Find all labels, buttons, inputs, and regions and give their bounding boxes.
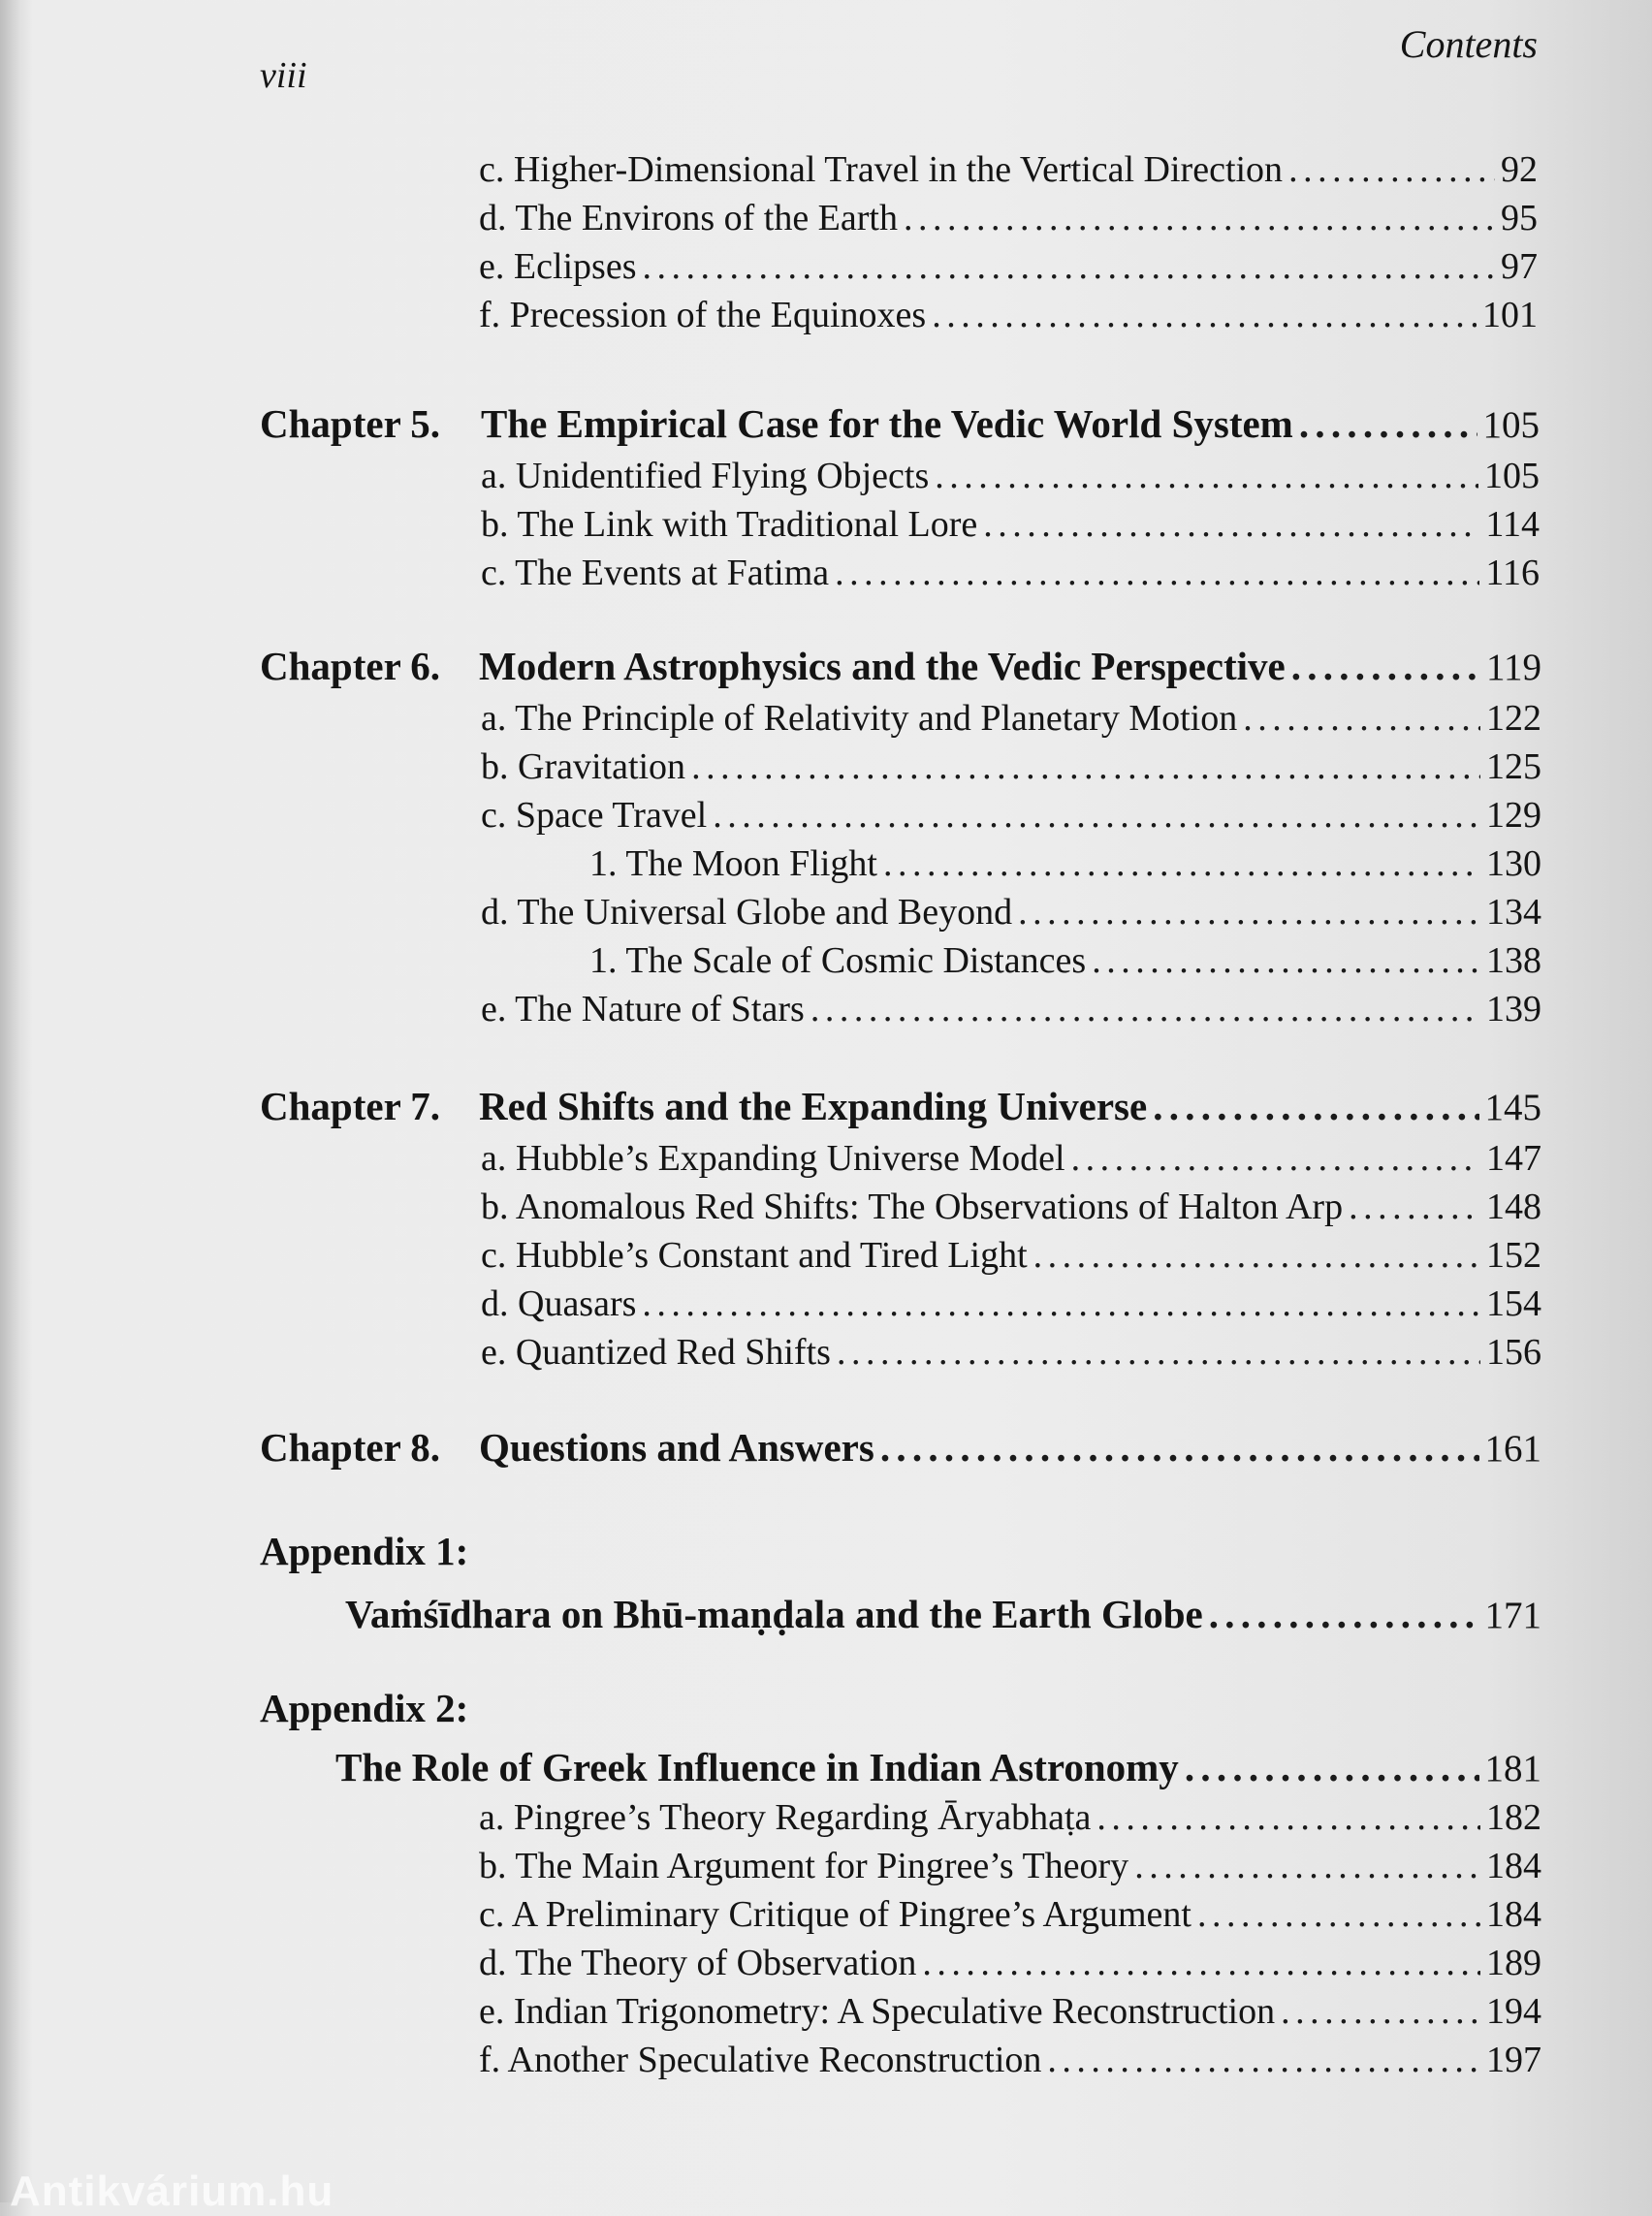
toc-entry-page: 134	[1486, 892, 1541, 933]
toc-entry-label: a. The Principle of Relativity and Planetary Motion	[481, 698, 1238, 739]
chapter-heading	[260, 1084, 1541, 1130]
toc-entry	[479, 1941, 1541, 1985]
toc-entry-page: 101	[1482, 295, 1538, 335]
appendix-heading: Appendix 1:	[260, 1529, 469, 1573]
toc-entry-page: 129	[1486, 795, 1541, 836]
toc-entry-label: c. Hubble’s Constant and Tired Light	[481, 1235, 1028, 1276]
toc-entry	[479, 1795, 1541, 1840]
toc-subentry	[589, 938, 1541, 983]
toc-entry	[481, 793, 1541, 838]
chapter-title	[260, 1425, 874, 1470]
toc-entry	[481, 744, 1541, 789]
leader-dots	[922, 1941, 1480, 1985]
leader-dots	[1134, 1844, 1480, 1888]
toc-entry	[479, 147, 1538, 192]
toc-entry	[479, 244, 1538, 289]
leader-dots	[1092, 938, 1480, 983]
toc-entry	[479, 1989, 1541, 2034]
chapter-page: 105	[1482, 404, 1540, 446]
toc-entry-label: f. Precession of the Equinoxes	[479, 295, 927, 335]
toc-entry-label: e. Indian Trigonometry: A Speculative Reconstruction	[479, 1991, 1276, 2032]
leader-dots	[1185, 1745, 1479, 1789]
chapter-number: Chapter 7.	[260, 1084, 441, 1128]
toc-entry-page: 189	[1486, 1943, 1541, 1983]
toc-entry-label: 1. The Moon Flight	[589, 843, 877, 884]
toc-entry	[481, 1330, 1541, 1375]
toc-entry-label: a. Hubble’s Expanding Universe Model	[481, 1138, 1065, 1179]
toc-entry-page: 148	[1486, 1187, 1541, 1227]
chapter-heading	[260, 401, 1540, 448]
toc-entry-page: 114	[1485, 504, 1540, 545]
leader-dots	[1047, 2038, 1480, 2082]
toc-entry-label: d. The Universal Globe and Beyond	[481, 892, 1013, 933]
toc-entry-page: 147	[1486, 1138, 1541, 1179]
leader-dots	[642, 1282, 1480, 1326]
running-head: Contents	[1399, 22, 1538, 66]
toc-entry	[479, 1892, 1541, 1937]
toc-entry-page: 197	[1486, 2040, 1541, 2080]
leader-dots	[880, 1425, 1479, 1470]
toc-entry-page: 139	[1486, 989, 1541, 1029]
leader-dots	[1291, 644, 1480, 688]
appendix-title-row	[345, 1592, 1541, 1638]
leader-dots	[1349, 1185, 1480, 1229]
chapter-title-text: Red Shifts and the Expanding Universe	[479, 1084, 1148, 1128]
leader-dots	[713, 793, 1480, 838]
appendix-title: Vaṁśīdhara on Bhū-maṇḍala and the Earth Globe	[345, 1592, 1203, 1636]
chapter-page: 119	[1485, 647, 1541, 688]
toc-entry-page: 92	[1501, 149, 1538, 190]
toc-entry	[481, 502, 1540, 547]
chapter-title-text: Questions and Answers	[479, 1425, 874, 1470]
toc-entry-page: 152	[1486, 1235, 1541, 1276]
toc-entry	[481, 890, 1541, 934]
chapter-number: Chapter 5.	[260, 401, 441, 446]
chapter-page: 161	[1484, 1428, 1541, 1470]
toc-entry-label: b. The Link with Traditional Lore	[481, 504, 978, 545]
leader-dots	[1209, 1592, 1479, 1636]
toc-entry-label: d. The Theory of Observation	[479, 1943, 917, 1983]
toc-entry-page: 95	[1501, 198, 1538, 238]
leader-dots	[643, 244, 1495, 289]
toc-entry-page: 125	[1486, 746, 1541, 787]
chapter-heading	[260, 644, 1541, 690]
toc-entry-label: b. Gravitation	[481, 746, 686, 787]
toc-entry-label: a. Pingree’s Theory Regarding Āryabhaṭa	[479, 1797, 1092, 1838]
toc-entry	[481, 1233, 1541, 1278]
page-folio: viii	[260, 55, 307, 96]
leader-dots	[1018, 890, 1480, 934]
leader-dots	[904, 196, 1495, 240]
toc-entry	[479, 1844, 1541, 1888]
toc-entry-label: a. Unidentified Flying Objects	[481, 456, 930, 496]
appendix-page: 181	[1484, 1748, 1541, 1789]
chapter-title	[260, 644, 1286, 688]
toc-entry	[479, 196, 1538, 240]
chapter-title-text: The Empirical Case for the Vedic World System	[481, 401, 1293, 446]
toc-entry-page: 105	[1484, 456, 1540, 496]
toc-entry-label: c. A Preliminary Critique of Pingree’s Argument	[479, 1894, 1191, 1935]
toc-entry-label: f. Another Speculative Reconstruction	[479, 2040, 1042, 2080]
appendix-title-row	[335, 1745, 1541, 1791]
leader-dots	[691, 744, 1480, 789]
appendix-page: 171	[1484, 1595, 1541, 1636]
toc-entry	[481, 1136, 1541, 1181]
appendix-title: The Role of Greek Influence in Indian Astronomy	[335, 1745, 1179, 1789]
toc-entry-label: c. Space Travel	[481, 795, 708, 836]
toc-entry-page: 154	[1486, 1283, 1541, 1324]
chapter-page: 145	[1484, 1087, 1541, 1128]
toc-entry	[481, 1282, 1541, 1326]
leader-dots	[835, 551, 1479, 595]
toc-entry-label: c. The Events at Fatima	[481, 553, 830, 593]
toc-entry	[481, 454, 1540, 498]
leader-dots	[1299, 401, 1477, 446]
toc-entry-page: 116	[1485, 553, 1540, 593]
leader-dots	[935, 454, 1478, 498]
toc-entry-label: e. The Nature of Stars	[481, 989, 805, 1029]
toc-entry-page: 194	[1486, 1991, 1541, 2032]
toc-entry-page: 122	[1486, 698, 1541, 739]
toc-entry-label: d. Quasars	[481, 1283, 637, 1324]
leader-dots	[1033, 1233, 1480, 1278]
toc-entry	[481, 987, 1541, 1031]
toc-entry-page: 184	[1486, 1846, 1541, 1886]
chapter-heading	[260, 1425, 1541, 1472]
chapter-number: Chapter 8.	[260, 1425, 441, 1470]
chapter-number: Chapter 6.	[260, 644, 441, 688]
toc-entry-page: 130	[1486, 843, 1541, 884]
leader-dots	[1281, 1989, 1480, 2034]
toc-entry-label: 1. The Scale of Cosmic Distances	[589, 940, 1087, 981]
leader-dots	[932, 293, 1477, 337]
toc-entry-page: 97	[1501, 246, 1538, 287]
toc-entry-label: e. Eclipses	[479, 246, 637, 287]
leader-dots	[983, 502, 1479, 547]
appendix-heading: Appendix 2:	[260, 1686, 469, 1730]
toc-entry-page: 182	[1486, 1797, 1541, 1838]
leader-dots	[1243, 696, 1480, 741]
toc-entry	[479, 2038, 1541, 2082]
toc-entry	[479, 293, 1538, 337]
toc-entry	[481, 1185, 1541, 1229]
toc-entry-label: e. Quantized Red Shifts	[481, 1332, 831, 1373]
toc-entry-page: 138	[1486, 940, 1541, 981]
leader-dots	[1153, 1084, 1478, 1128]
leader-dots	[810, 987, 1480, 1031]
toc-entry-label: c. Higher-Dimensional Travel in the Vertical Direction	[479, 149, 1284, 190]
toc-entry-page: 184	[1486, 1894, 1541, 1935]
toc-entry	[481, 551, 1540, 595]
leader-dots	[1096, 1795, 1480, 1840]
chapter-title	[260, 1084, 1147, 1128]
leader-dots	[883, 841, 1480, 886]
leader-dots	[1197, 1892, 1480, 1937]
toc-entry-label: b. Anomalous Red Shifts: The Observations of Halton Arp	[481, 1187, 1344, 1227]
chapter-title	[260, 401, 1293, 446]
toc-entry-label: d. The Environs of the Earth	[479, 198, 898, 238]
toc-entry	[481, 696, 1541, 741]
leader-dots	[1288, 147, 1495, 192]
leader-dots	[1071, 1136, 1480, 1181]
toc-subentry	[589, 841, 1541, 886]
leader-dots	[837, 1330, 1480, 1375]
chapter-title-text: Modern Astrophysics and the Vedic Perspective	[479, 644, 1286, 688]
toc-entry-page: 156	[1486, 1332, 1541, 1373]
toc-entry-label: b. The Main Argument for Pingree’s Theory	[479, 1846, 1129, 1886]
watermark-text: Antikvárium.hu	[10, 2168, 334, 2215]
